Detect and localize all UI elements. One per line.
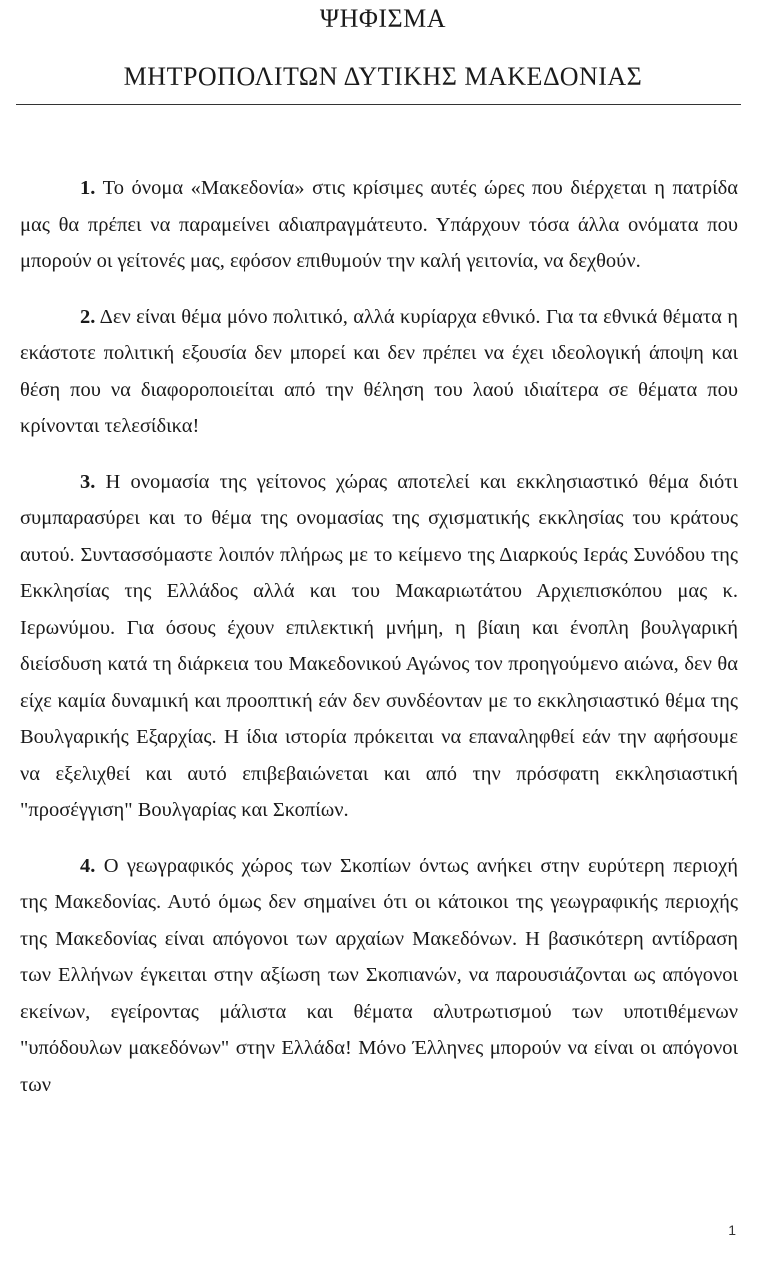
paragraph-3 [20, 464, 738, 829]
paragraph-4 [20, 848, 738, 1104]
paragraph-text: Η ονομασία της γείτονος χώρας αποτελεί και εκκλησιαστικό θέμα διότι συμπαρασύρει και το θέμα της ονομασίας της σχισματικής εκκλησίας του κράτους αυτού. Συντασσόμαστε λοιπόν πλήρως με το κείμενο της Διαρκούς Ιεράς Συνόδου της Εκκλησίας της Ελλάδος αλλά και του Μακαριωτάτου Αρχιεπισκόπου μας κ. Ιερωνύμου. Για όσους έχουν επιλεκτική μνήμη, η βίαιη και ένοπλη βουλγαρική διείσδυση κατά τη διάρκεια του Μακεδονικού Αγώνος τον προηγούμενο αιώνα, δεν θα είχε καμία δυναμική και προοπτική εάν δεν συνδέονταν με το εκκλησιαστικό θέμα της Βουλγαρικής Εξαρχίας. Η ίδια ιστορία πρόκειται να επαναληφθεί εάν την αφήσουμε να εξελιχθεί και αυτό επιβεβαιώνεται και από την πρόσφατη εκκλησιαστική "προσέγγιση" Βουλγαρίας και Σκοπίων. [20, 470, 738, 821]
paragraph-number: 4. [80, 854, 96, 877]
paragraph-2 [20, 299, 738, 445]
document-subtitle: ΜΗΤΡΟΠΟΛΙΤΩΝ ΔΥΤΙΚΗΣ ΜΑΚΕΔΟΝΙΑΣ [123, 62, 643, 91]
document-body [20, 170, 738, 1103]
document-title: ΨΗΦΙΣΜΑ [319, 4, 447, 33]
paragraph-text: Ο γεωγραφικός χώρος των Σκοπίων όντως ανήκει στην ευρύτερη περιοχή της Μακεδονίας. Αυτό όμως δεν σημαίνει ότι οι κάτοικοι της γεωγραφικής περιοχής της Μακεδονίας είναι απόγονοι των αρχαίων Μακεδόνων. Η βασικότερη αντίδραση των Ελλήνων έγκειται στην αξίωση των Σκοπιανών, να παρουσιάζονται ως απόγονοι εκείνων, εγείροντας μάλιστα και θέματα αλυτρωτισμού των υποτιθέμενων "υπόδουλων μακεδόνων" στην Ελλάδα! Μόνο Έλληνες μπορούν να είναι οι απόγονοι των [20, 854, 738, 1096]
paragraph-number: 1. [80, 177, 96, 199]
title-divider [16, 104, 741, 105]
paragraph-1 [20, 170, 738, 280]
page-number: 1 [728, 1222, 736, 1238]
paragraph-number: 3. [80, 470, 96, 493]
paragraph-text: Το όνομα «Μακεδονία» στις κρίσιμες αυτές ώρες που διέρχεται η πατρίδα μας θα πρέπει να παραμείνει αδιαπραγμάτευτο. Υπάρχουν τόσα άλλα ονόματα που μπορούν οι γείτονές μας, εφόσον επιθυμούν την καλή γειτονία, να δεχθούν. [20, 177, 738, 272]
paragraph-text: Δεν είναι θέμα μόνο πολιτικό, αλλά κυρίαρχα εθνικό. Για τα εθνικά θέματα η εκάστοτε πολιτική εξουσία δεν μπορεί και δεν πρέπει να έχει ιδεολογική άποψη και θέση που να διαφοροποιείται από την θέληση του λαού ιδιαίτερα σε θέματα που κρίνονται τελεσίδικα! [20, 305, 738, 437]
paragraph-number: 2. [80, 305, 96, 328]
